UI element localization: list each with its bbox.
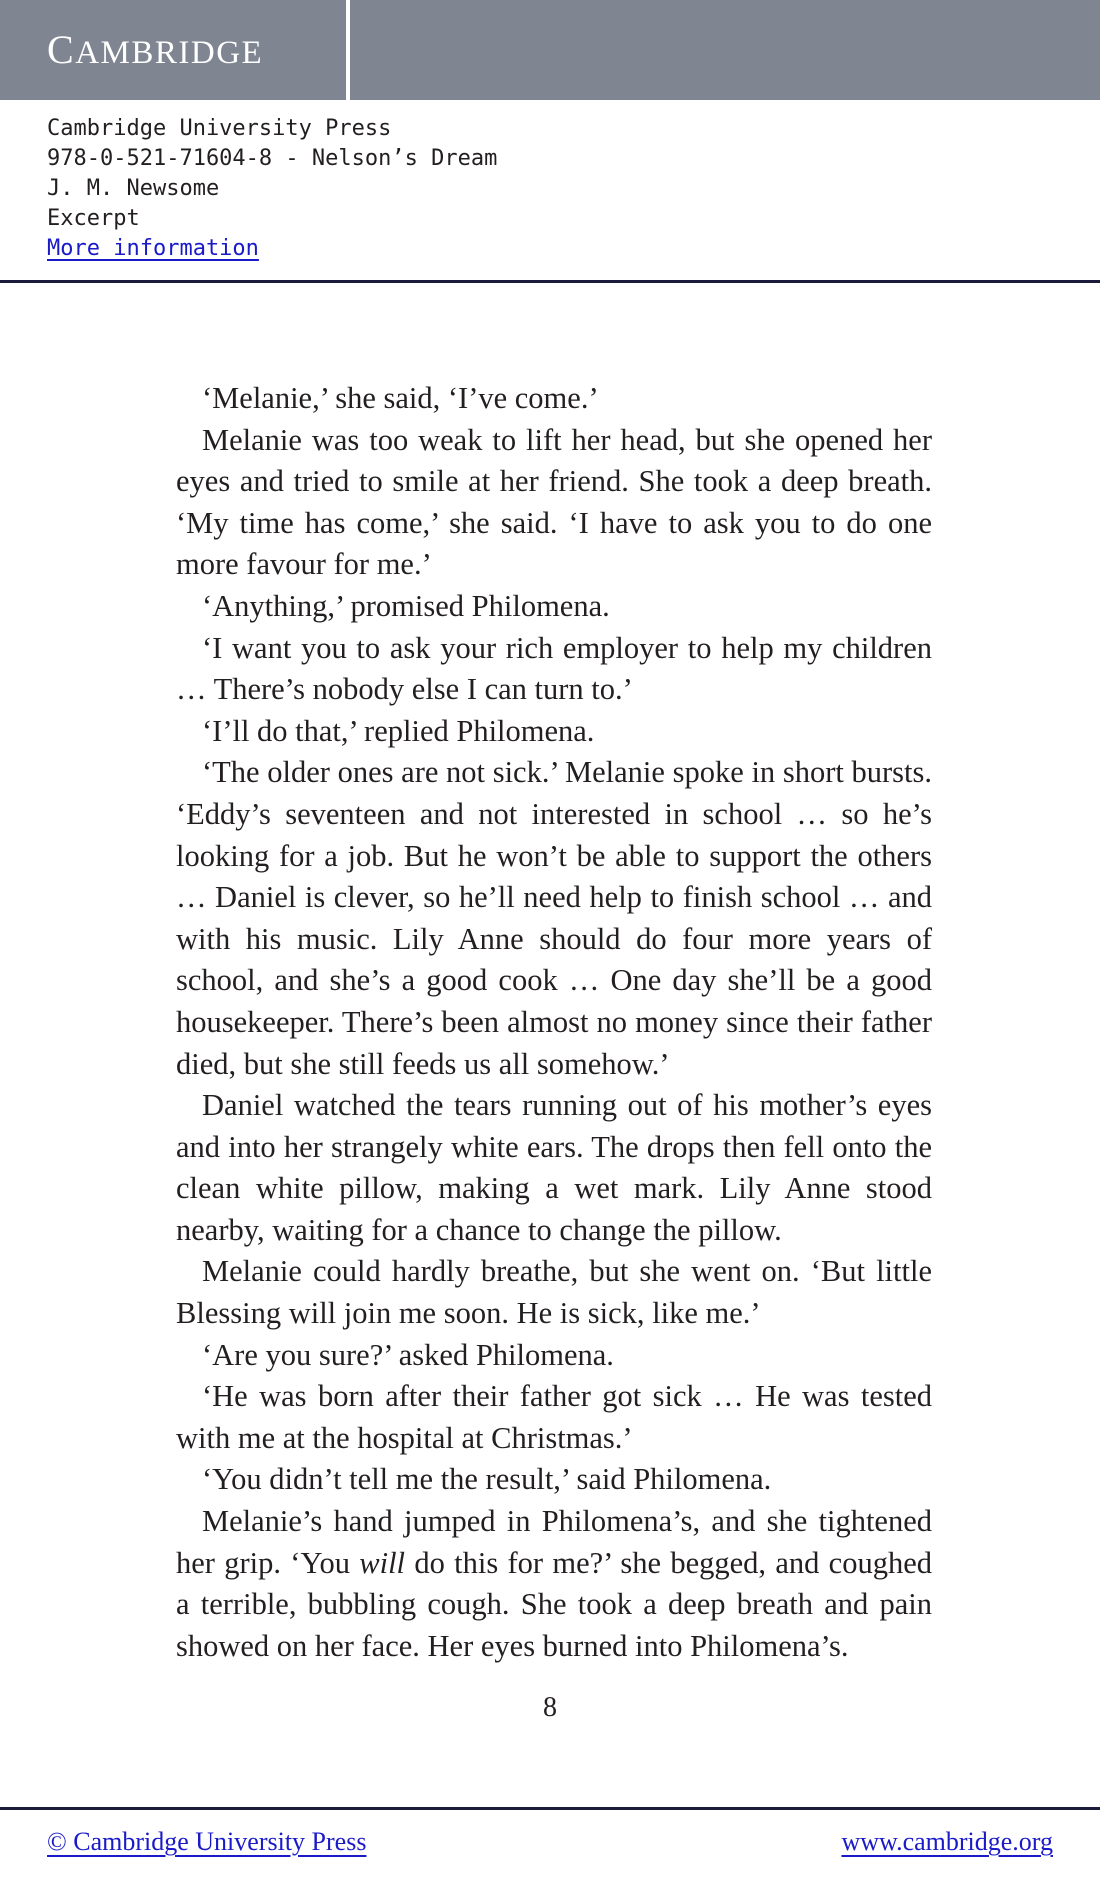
- paragraph-text: Melanie’s hand jumped in Philomena’s, and she tightened her grip. ‘You: [176, 1504, 932, 1580]
- paragraph: ‘You didn’t tell me the result,’ said Philomena.: [202, 1462, 772, 1497]
- emphasis-text: will: [359, 1545, 406, 1580]
- logo-divider: [346, 0, 350, 100]
- logo-initial: C: [47, 27, 76, 72]
- paragraph: Melanie was too weak to lift her head, but she opened her eyes and tried to smile at her friend. She took a deep breath. ‘My time has come,’ she said. ‘I have to ask you to do one more favour for me.’: [176, 422, 932, 582]
- paragraph: ‘Anything,’ promised Philomena.: [202, 588, 610, 623]
- website-link[interactable]: www.cambridge.org: [841, 1827, 1053, 1856]
- paragraph: ‘Are you sure?’ asked Philomena.: [202, 1337, 614, 1372]
- paragraph-text: do this for me?’ she begged, and coughed a terrible, bubbling cough. She took a deep breath and pain showed on her face. Her eyes burned into Philomena’s.: [176, 1545, 932, 1663]
- publisher-line: Cambridge University Press: [47, 116, 392, 141]
- more-information-link[interactable]: More information: [47, 236, 259, 261]
- paragraph-last: [176, 1501, 932, 1667]
- footer-divider: [0, 1807, 1100, 1810]
- header-divider: [0, 280, 1100, 283]
- isbn-title-line: 978-0-521-71604-8 - Nelson’s Dream: [47, 146, 498, 171]
- header-banner: [0, 0, 1100, 100]
- paragraph: ‘I want you to ask your rich employer to help my children … There’s nobody else I can turn to.’: [176, 630, 932, 707]
- page-number: 8: [543, 1692, 557, 1723]
- cambridge-logo: [47, 27, 264, 73]
- author-line: J. M. Newsome: [47, 176, 220, 201]
- excerpt-line: Excerpt: [47, 206, 140, 231]
- copyright-link[interactable]: © Cambridge University Press: [47, 1827, 367, 1856]
- logo-rest: AMBRIDGE: [75, 35, 264, 71]
- book-metadata: [47, 114, 497, 264]
- paragraph: Daniel watched the tears running out of his mother’s eyes and into her strangely white ears. The drops then fell onto the clean white pillow, making a wet mark. Lily Anne stood nearby, waiting for a chance to change the pillow.: [176, 1088, 932, 1247]
- logo-block: [0, 0, 346, 100]
- paragraph: ‘The older ones are not sick.’ Melanie spoke in short bursts. ‘Eddy’s seventeen and not interested in school … so he’s looking for a job. But he won’t be able to support the others … Daniel is clever, so he’ll need help to finish school … and with his music. Lily Anne should do four more years of school, and she’s a good cook … One day she’ll be a good housekeeper. There’s been almost no money since their father died, but she still feeds us all somehow.’: [176, 755, 932, 1081]
- paragraph: ‘Melanie,’ she said, ‘I’ve come.’: [202, 381, 599, 415]
- paragraph: Melanie could hardly breathe, but she went on. ‘But little Blessing will join me soon. He is sick, like me.’: [176, 1254, 932, 1331]
- excerpt-body: [176, 378, 932, 1667]
- paragraph: ‘He was born after their father got sick … He was tested with me at the hospital at Christmas.’: [176, 1379, 932, 1455]
- paragraph: ‘I’ll do that,’ replied Philomena.: [202, 713, 595, 748]
